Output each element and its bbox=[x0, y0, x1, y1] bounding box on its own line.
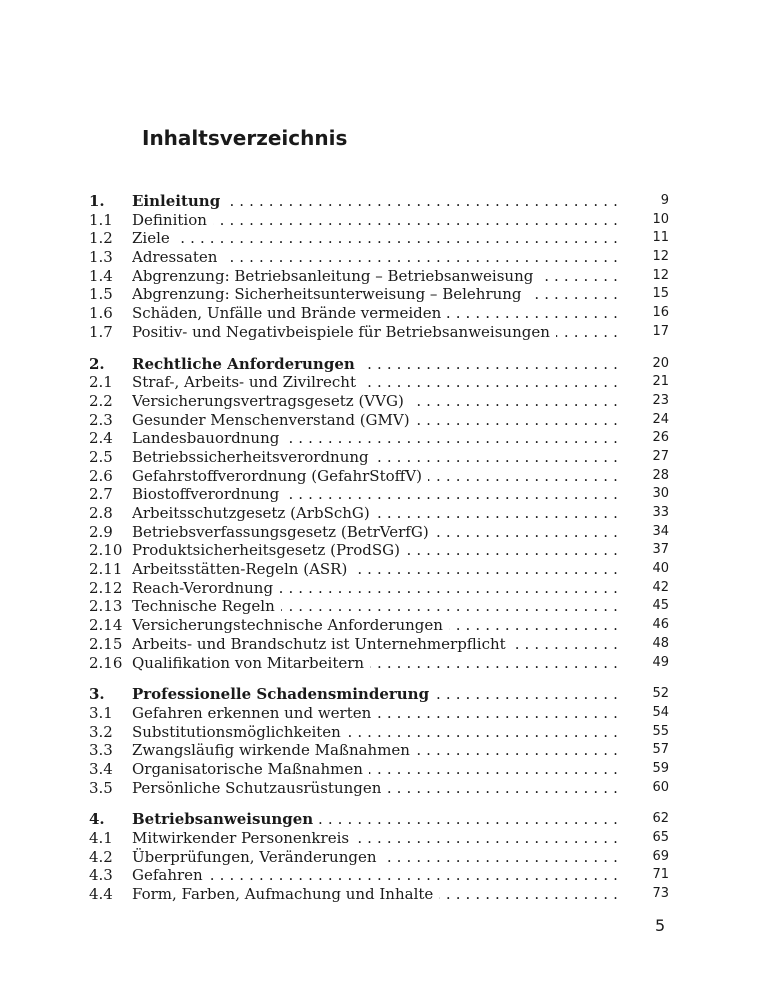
toc-entry bbox=[89, 392, 669, 411]
toc-section bbox=[89, 355, 669, 673]
entry-title-leader bbox=[132, 810, 618, 829]
toc-chapter-entry bbox=[89, 192, 669, 211]
entry-title: Gefahren erkennen und werten bbox=[132, 704, 377, 722]
toc-entry bbox=[89, 323, 669, 342]
toc-entry bbox=[89, 704, 669, 723]
toc-entry bbox=[89, 504, 669, 523]
entry-title-leader bbox=[132, 229, 618, 248]
entry-page-number: 46 bbox=[652, 617, 669, 633]
entry-title: Arbeits- und Brandschutz ist Unternehmerpflicht bbox=[132, 635, 512, 653]
entry-title-leader bbox=[132, 704, 618, 723]
entry-title-leader bbox=[132, 323, 618, 342]
entry-page-number: 23 bbox=[652, 392, 669, 408]
entry-title-leader bbox=[132, 579, 618, 598]
toc-entry bbox=[89, 741, 669, 760]
entry-number: 2.9 bbox=[89, 522, 113, 541]
toc-section bbox=[89, 192, 669, 342]
entry-title: Schäden, Unfälle und Brände vermeiden bbox=[132, 304, 447, 322]
entry-page-number: 69 bbox=[652, 848, 669, 864]
entry-title-leader bbox=[132, 211, 618, 230]
entry-title: Persönliche Schutzausrüstungen bbox=[132, 779, 387, 797]
entry-number: 1.6 bbox=[89, 304, 113, 323]
entry-title: Mitwirkender Personenkreis bbox=[132, 829, 355, 847]
entry-page-number: 33 bbox=[652, 505, 669, 520]
entry-title: Positiv- und Negativbeispiele für Betriebsanweisungen bbox=[132, 323, 556, 341]
entry-title-leader bbox=[132, 654, 618, 673]
toc-section bbox=[89, 810, 669, 903]
entry-title-leader bbox=[132, 635, 618, 654]
entry-title-leader bbox=[132, 616, 618, 635]
page-number: 5 bbox=[655, 916, 666, 935]
entry-title: Rechtliche Anforderungen bbox=[132, 355, 361, 373]
toc-entry bbox=[89, 448, 669, 467]
entry-title: Abgrenzung: Sicherheitsunterweisung – Belehrung bbox=[132, 285, 528, 303]
entry-title-leader bbox=[132, 760, 618, 779]
entry-title: Substitutionsmöglichkeiten bbox=[132, 723, 347, 741]
entry-page-number: 71 bbox=[652, 867, 669, 883]
entry-title: Biostoffverordnung bbox=[132, 485, 285, 503]
entry-title: Landesbauordnung bbox=[132, 429, 285, 447]
entry-page-number: 12 bbox=[652, 249, 669, 265]
toc-entry bbox=[89, 635, 669, 654]
entry-title: Überprüfungen, Veränderungen bbox=[132, 848, 383, 866]
entry-page-number: 16 bbox=[652, 305, 669, 321]
entry-title-leader bbox=[132, 355, 618, 374]
toc-chapter-entry bbox=[89, 685, 669, 704]
entry-title-leader bbox=[132, 267, 618, 286]
entry-title-leader bbox=[132, 467, 618, 486]
entry-number: 1.5 bbox=[89, 285, 113, 304]
entry-page-number: 30 bbox=[652, 486, 669, 502]
entry-title: Betriebsverfassungsgesetz (BetrVerfG) bbox=[132, 523, 435, 541]
entry-page-number: 73 bbox=[652, 886, 669, 902]
entry-page-number: 52 bbox=[652, 686, 669, 702]
entry-number: 4.4 bbox=[89, 885, 113, 904]
entry-number: 3. bbox=[89, 685, 105, 704]
entry-number: 3.4 bbox=[89, 759, 113, 778]
entry-number: 2.14 bbox=[89, 616, 123, 635]
entry-page-number: 12 bbox=[652, 267, 669, 283]
entry-number: 2.7 bbox=[89, 485, 113, 504]
toc-entry bbox=[89, 229, 669, 248]
toc-title: Inhaltsverzeichnis bbox=[142, 126, 348, 150]
entry-page-number: 49 bbox=[652, 654, 669, 670]
entry-page-number: 26 bbox=[652, 430, 669, 446]
entry-number: 1.4 bbox=[89, 266, 113, 285]
entry-title-leader bbox=[132, 285, 618, 304]
entry-number: 3.1 bbox=[89, 703, 113, 722]
entry-page-number: 62 bbox=[652, 811, 669, 827]
toc-entry bbox=[89, 560, 669, 579]
entry-number: 2.5 bbox=[89, 447, 113, 466]
entry-title: Ziele bbox=[132, 229, 176, 247]
entry-page-number: 11 bbox=[652, 230, 669, 246]
entry-number: 2.2 bbox=[89, 391, 113, 410]
entry-page-number: 48 bbox=[652, 635, 669, 651]
entry-title-leader bbox=[132, 248, 618, 267]
entry-title-leader bbox=[132, 723, 618, 742]
entry-title-leader bbox=[132, 541, 618, 560]
entry-title: Arbeitsschutzgesetz (ArbSchG) bbox=[132, 504, 376, 522]
entry-title: Produktsicherheitsgesetz (ProdSG) bbox=[132, 541, 406, 559]
toc-entry bbox=[89, 866, 669, 885]
entry-number: 2.3 bbox=[89, 410, 113, 429]
entry-page-number: 65 bbox=[652, 830, 669, 845]
entry-number: 2.8 bbox=[89, 504, 113, 522]
entry-title-leader bbox=[132, 411, 618, 430]
toc-entry bbox=[89, 616, 669, 635]
entry-title: Adressaten bbox=[132, 248, 223, 266]
entry-page-number: 40 bbox=[652, 561, 669, 577]
toc-chapter-entry bbox=[89, 355, 669, 374]
entry-number: 3.3 bbox=[89, 741, 113, 760]
entry-number: 2.10 bbox=[89, 541, 123, 560]
entry-page-number: 57 bbox=[652, 742, 669, 758]
toc-entry bbox=[89, 285, 669, 304]
entry-title: Gefahren bbox=[132, 866, 209, 884]
entry-title-leader bbox=[132, 885, 618, 904]
entry-page-number: 59 bbox=[652, 760, 669, 776]
toc-entry bbox=[89, 541, 669, 560]
entry-title-leader bbox=[132, 848, 618, 867]
entry-title-leader bbox=[132, 448, 618, 467]
toc-entry bbox=[89, 579, 669, 598]
entry-title: Technische Regeln bbox=[132, 597, 281, 615]
toc-entry bbox=[89, 485, 669, 504]
entry-title: Definition bbox=[132, 211, 213, 229]
entry-page-number: 37 bbox=[652, 542, 669, 558]
entry-title-leader bbox=[132, 741, 618, 760]
entry-title: Einleitung bbox=[132, 192, 226, 210]
entry-title-leader bbox=[132, 597, 618, 616]
entry-number: 2.12 bbox=[89, 578, 123, 597]
toc-entry bbox=[89, 304, 669, 323]
entry-page-number: 28 bbox=[652, 467, 669, 483]
entry-title-leader bbox=[132, 685, 618, 704]
toc-chapter-entry bbox=[89, 810, 669, 829]
entry-number: 2.16 bbox=[89, 653, 123, 672]
entry-title-leader bbox=[132, 779, 618, 798]
entry-page-number: 45 bbox=[652, 598, 669, 614]
entry-page-number: 10 bbox=[652, 211, 669, 227]
toc-entry bbox=[89, 373, 669, 392]
entry-title-leader bbox=[132, 829, 618, 848]
entry-title-leader bbox=[132, 560, 618, 579]
entry-page-number: 17 bbox=[652, 323, 669, 339]
toc-entry bbox=[89, 211, 669, 230]
entry-page-number: 55 bbox=[652, 723, 669, 739]
entry-title: Versicherungsvertragsgesetz (VVG) bbox=[132, 392, 410, 410]
entry-title: Professionelle Schadensminderung bbox=[132, 685, 435, 703]
entry-number: 2.1 bbox=[89, 373, 113, 392]
entry-page-number: 42 bbox=[652, 579, 669, 595]
entry-title: Zwangsläufig wirkende Maßnahmen bbox=[132, 741, 416, 759]
entry-page-number: 9 bbox=[660, 193, 669, 208]
entry-number: 4. bbox=[89, 810, 105, 829]
toc-section bbox=[89, 685, 669, 797]
entry-number: 3.2 bbox=[89, 722, 113, 741]
entry-title: Reach-Verordnung bbox=[132, 579, 279, 597]
toc-entry bbox=[89, 248, 669, 267]
entry-number: 1. bbox=[89, 192, 105, 210]
toc-entry bbox=[89, 885, 669, 904]
entry-number: 1.7 bbox=[89, 322, 113, 341]
entry-title-leader bbox=[132, 392, 618, 411]
entry-title: Straf-, Arbeits- und Zivilrecht bbox=[132, 373, 362, 391]
entry-title-leader bbox=[132, 304, 618, 323]
entry-number: 1.2 bbox=[89, 229, 113, 248]
entry-title: Versicherungstechnische Anforderungen bbox=[132, 616, 449, 634]
entry-title-leader bbox=[132, 485, 618, 504]
toc-entry bbox=[89, 467, 669, 486]
entry-page-number: 54 bbox=[652, 704, 669, 720]
toc-entry bbox=[89, 723, 669, 742]
entry-number: 4.2 bbox=[89, 847, 113, 866]
entry-title: Betriebsanweisungen bbox=[132, 810, 319, 828]
entry-number: 4.3 bbox=[89, 866, 113, 885]
toc-entry bbox=[89, 760, 669, 779]
entry-page-number: 34 bbox=[652, 523, 669, 539]
entry-number: 2.11 bbox=[89, 560, 123, 579]
toc-entry bbox=[89, 429, 669, 448]
entry-page-number: 60 bbox=[652, 779, 669, 795]
entry-page-number: 21 bbox=[652, 374, 669, 390]
entry-page-number: 24 bbox=[652, 411, 669, 427]
toc-entry bbox=[89, 829, 669, 848]
entry-number: 2.13 bbox=[89, 597, 123, 616]
entry-title: Qualifikation von Mitarbeitern bbox=[132, 654, 370, 672]
entry-title-leader bbox=[132, 523, 618, 542]
entry-number: 2.4 bbox=[89, 429, 113, 448]
entry-number: 2.6 bbox=[89, 466, 113, 485]
entry-page-number: 20 bbox=[652, 355, 669, 371]
entry-number: 2. bbox=[89, 354, 105, 373]
entry-title-leader bbox=[132, 429, 618, 448]
toc-entry bbox=[89, 523, 669, 542]
entry-number: 2.15 bbox=[89, 634, 123, 653]
entry-title: Betriebssicherheitsverordnung bbox=[132, 448, 375, 466]
entry-title: Abgrenzung: Betriebsanleitung – Betriebsanweisung bbox=[132, 267, 539, 285]
entry-number: 3.5 bbox=[89, 778, 113, 797]
entry-number: 1.1 bbox=[89, 210, 113, 229]
entry-page-number: 15 bbox=[652, 286, 669, 302]
entry-title: Gefahrstoffverordnung (GefahrStoffV) bbox=[132, 467, 428, 485]
entry-title: Gesunder Menschenverstand (GMV) bbox=[132, 411, 416, 429]
entry-title-leader bbox=[132, 866, 618, 885]
table-of-contents bbox=[89, 192, 669, 917]
toc-entry bbox=[89, 848, 669, 867]
entry-title-leader bbox=[132, 373, 618, 392]
entry-title-leader bbox=[132, 504, 618, 523]
entry-number: 4.1 bbox=[89, 829, 113, 847]
toc-entry bbox=[89, 411, 669, 430]
toc-entry bbox=[89, 779, 669, 798]
entry-page-number: 27 bbox=[652, 448, 669, 464]
toc-entry bbox=[89, 267, 669, 286]
entry-title: Organisatorische Maßnahmen bbox=[132, 760, 369, 778]
entry-title-leader bbox=[132, 192, 618, 211]
entry-title: Form, Farben, Aufmachung und Inhalte bbox=[132, 885, 439, 903]
toc-entry bbox=[89, 597, 669, 616]
entry-number: 1.3 bbox=[89, 248, 113, 267]
entry-title: Arbeitsstätten-Regeln (ASR) bbox=[132, 560, 353, 578]
toc-entry bbox=[89, 654, 669, 673]
